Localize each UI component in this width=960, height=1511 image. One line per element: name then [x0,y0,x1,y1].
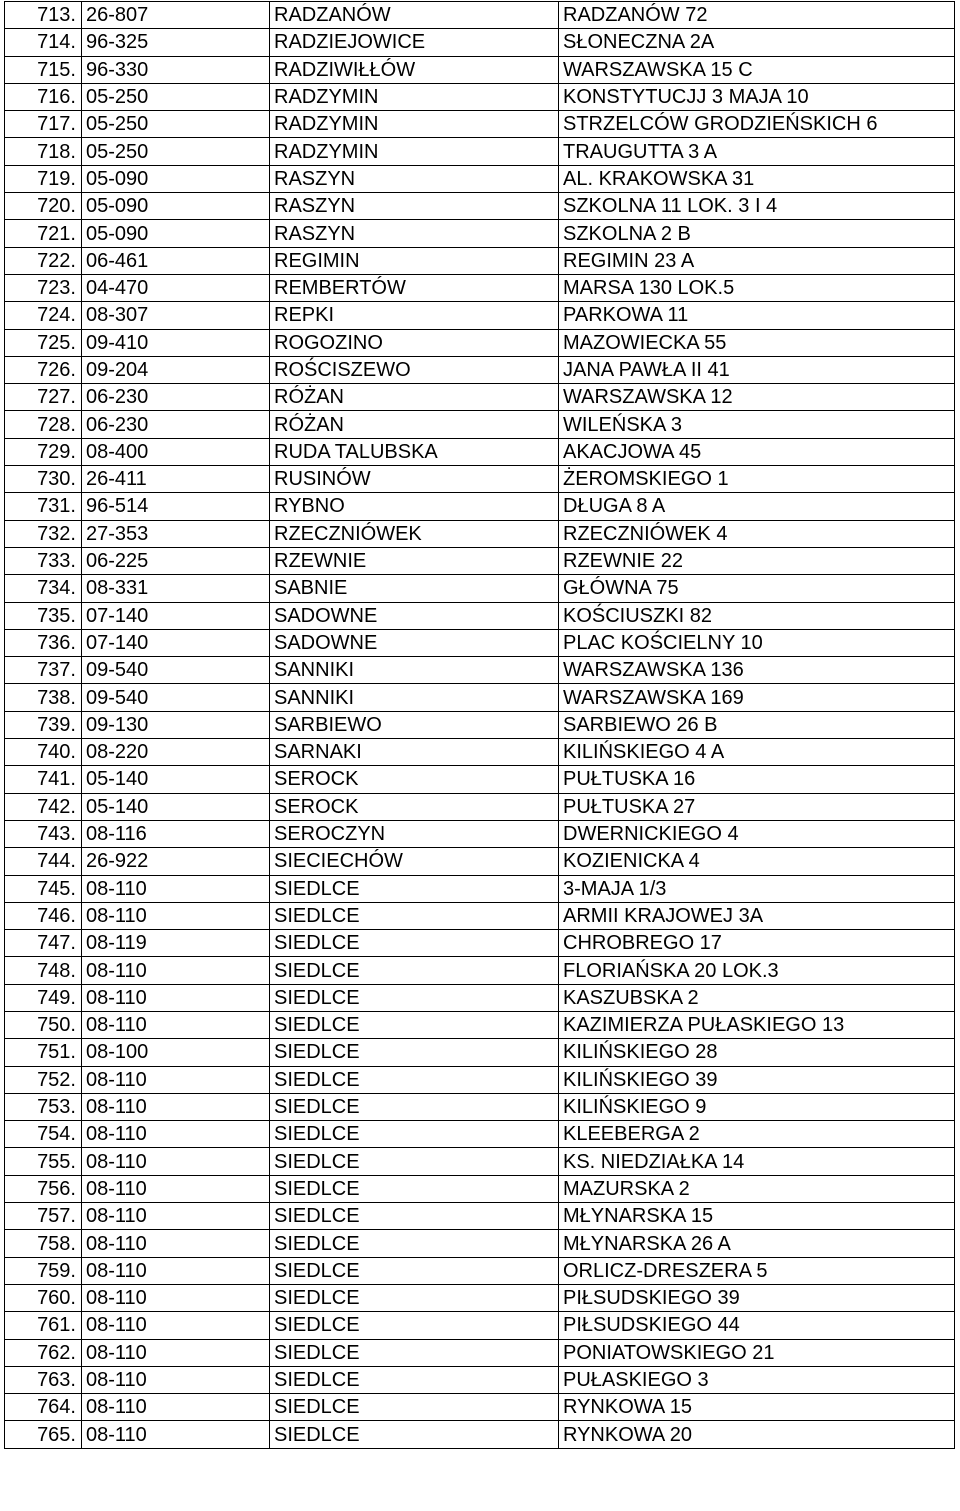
row-number: 761. [5,1312,82,1339]
table-row [5,274,955,301]
row-number: 715. [5,56,82,83]
street-address: REGIMIN 23 A [559,247,955,274]
row-number: 754. [5,1121,82,1148]
postal-code: 08-110 [82,1121,270,1148]
table-row [5,1175,955,1202]
city: ROGOZINO [270,329,559,356]
postal-code: 09-130 [82,711,270,738]
row-number: 738. [5,684,82,711]
row-number: 725. [5,329,82,356]
postal-code: 05-090 [82,193,270,220]
postal-code: 08-110 [82,1394,270,1421]
postal-code: 04-470 [82,274,270,301]
postal-code: 05-090 [82,220,270,247]
row-number: 731. [5,493,82,520]
street-address: PONIATOWSKIEGO 21 [559,1339,955,1366]
row-number: 745. [5,875,82,902]
street-address: WARSZAWSKA 136 [559,657,955,684]
row-number: 734. [5,575,82,602]
row-number: 739. [5,711,82,738]
table-row [5,1394,955,1421]
city: RUSINÓW [270,466,559,493]
city: RZECZNIÓWEK [270,520,559,547]
street-address: PUŁTUSKA 27 [559,793,955,820]
postal-code: 05-140 [82,766,270,793]
city: RADZYMIN [270,83,559,110]
table-row [5,466,955,493]
city: SIECIECHÓW [270,848,559,875]
street-address: KILIŃSKIEGO 28 [559,1039,955,1066]
street-address: KILIŃSKIEGO 39 [559,1066,955,1093]
street-address: AL. KRAKOWSKA 31 [559,165,955,192]
table-row [5,1011,955,1038]
city: SEROCK [270,766,559,793]
table-row [5,984,955,1011]
street-address: KLEEBERGA 2 [559,1121,955,1148]
row-number: 746. [5,902,82,929]
street-address: CHROBREGO 17 [559,930,955,957]
street-address: ORLICZ-DRESZERA 5 [559,1257,955,1284]
postal-code: 08-331 [82,575,270,602]
street-address: SARBIEWO 26 B [559,711,955,738]
postal-code: 08-110 [82,1175,270,1202]
street-address: RYNKOWA 20 [559,1421,955,1448]
city: REPKI [270,302,559,329]
street-address: MAZOWIECKA 55 [559,329,955,356]
table-row [5,1421,955,1448]
table-row [5,247,955,274]
postal-code: 08-110 [82,984,270,1011]
city: SARBIEWO [270,711,559,738]
table-row [5,930,955,957]
postal-code: 05-250 [82,138,270,165]
street-address: JANA PAWŁA II 41 [559,356,955,383]
table-row [5,1039,955,1066]
postal-code: 26-922 [82,848,270,875]
street-address: STRZELCÓW GRODZIEŃSKICH 6 [559,111,955,138]
street-address: MŁYNARSKA 15 [559,1203,955,1230]
city: SIEDLCE [270,1339,559,1366]
address-table-body [5,2,955,1449]
row-number: 722. [5,247,82,274]
table-row [5,138,955,165]
table-row [5,411,955,438]
table-row [5,875,955,902]
postal-code: 07-140 [82,602,270,629]
row-number: 737. [5,657,82,684]
city: SADOWNE [270,602,559,629]
street-address: KAZIMIERZA PUŁASKIEGO 13 [559,1011,955,1038]
row-number: 730. [5,466,82,493]
postal-code: 96-330 [82,56,270,83]
row-number: 736. [5,629,82,656]
table-row [5,629,955,656]
street-address: KILIŃSKIEGO 9 [559,1093,955,1120]
row-number: 756. [5,1175,82,1202]
city: RUDA TALUBSKA [270,438,559,465]
row-number: 717. [5,111,82,138]
postal-code: 05-250 [82,83,270,110]
table-row [5,220,955,247]
postal-code: 07-140 [82,629,270,656]
city: SIEDLCE [270,1011,559,1038]
table-row [5,711,955,738]
table-row [5,56,955,83]
row-number: 714. [5,29,82,56]
table-row [5,602,955,629]
row-number: 726. [5,356,82,383]
row-number: 719. [5,165,82,192]
row-number: 740. [5,739,82,766]
street-address: DWERNICKIEGO 4 [559,820,955,847]
row-number: 763. [5,1366,82,1393]
row-number: 743. [5,820,82,847]
city: SIEDLCE [270,1039,559,1066]
city: SIEDLCE [270,902,559,929]
table-row [5,739,955,766]
postal-code: 09-204 [82,356,270,383]
table-row [5,793,955,820]
postal-code: 08-110 [82,1421,270,1448]
row-number: 741. [5,766,82,793]
table-row [5,957,955,984]
table-row [5,766,955,793]
city: REMBERTÓW [270,274,559,301]
street-address: RZEWNIE 22 [559,547,955,574]
postal-code: 08-110 [82,1148,270,1175]
street-address: MŁYNARSKA 26 A [559,1230,955,1257]
city: RÓŻAN [270,384,559,411]
postal-code: 27-353 [82,520,270,547]
street-address: PIŁSUDSKIEGO 44 [559,1312,955,1339]
city: SABNIE [270,575,559,602]
row-number: 744. [5,848,82,875]
city: SIEDLCE [270,984,559,1011]
street-address: KILIŃSKIEGO 4 A [559,739,955,766]
street-address: WARSZAWSKA 169 [559,684,955,711]
city: SIEDLCE [270,1203,559,1230]
table-row [5,1066,955,1093]
table-row [5,111,955,138]
city: RÓŻAN [270,411,559,438]
city: SIEDLCE [270,1284,559,1311]
street-address: PLAC KOŚCIELNY 10 [559,629,955,656]
table-row [5,384,955,411]
row-number: 765. [5,1421,82,1448]
postal-code: 26-411 [82,466,270,493]
postal-code: 08-110 [82,1011,270,1038]
street-address: PUŁASKIEGO 3 [559,1366,955,1393]
postal-code: 08-100 [82,1039,270,1066]
street-address: TRAUGUTTA 3 A [559,138,955,165]
street-address: SŁONECZNA 2A [559,29,955,56]
street-address: KOŚCIUSZKI 82 [559,602,955,629]
table-row [5,302,955,329]
street-address: GŁÓWNA 75 [559,575,955,602]
table-row [5,575,955,602]
row-number: 720. [5,193,82,220]
row-number: 724. [5,302,82,329]
postal-code: 09-410 [82,329,270,356]
postal-code: 08-116 [82,820,270,847]
city: SIEDLCE [270,1421,559,1448]
row-number: 728. [5,411,82,438]
postal-code: 08-400 [82,438,270,465]
postal-code: 06-225 [82,547,270,574]
city: SARNAKI [270,739,559,766]
city: SIEDLCE [270,957,559,984]
row-number: 751. [5,1039,82,1066]
city: RADZIEJOWICE [270,29,559,56]
table-row [5,438,955,465]
city: SANNIKI [270,684,559,711]
row-number: 747. [5,930,82,957]
postal-code: 08-110 [82,957,270,984]
table-row [5,83,955,110]
postal-code: 08-119 [82,930,270,957]
street-address: RZECZNIÓWEK 4 [559,520,955,547]
city: SIEDLCE [270,930,559,957]
postal-code: 05-250 [82,111,270,138]
row-number: 716. [5,83,82,110]
street-address: RYNKOWA 15 [559,1394,955,1421]
city: RADZYMIN [270,111,559,138]
postal-code: 08-110 [82,1093,270,1120]
postal-code: 06-461 [82,247,270,274]
city: RZEWNIE [270,547,559,574]
city: SIEDLCE [270,1230,559,1257]
postal-code: 09-540 [82,684,270,711]
table-row [5,165,955,192]
row-number: 735. [5,602,82,629]
street-address: WILEŃSKA 3 [559,411,955,438]
city: SIEDLCE [270,1312,559,1339]
city: SIEDLCE [270,1093,559,1120]
row-number: 749. [5,984,82,1011]
row-number: 721. [5,220,82,247]
table-row [5,356,955,383]
table-row [5,657,955,684]
street-address: FLORIAŃSKA 20 LOK.3 [559,957,955,984]
postal-code: 05-090 [82,165,270,192]
table-row [5,1284,955,1311]
city: SIEDLCE [270,1394,559,1421]
row-number: 729. [5,438,82,465]
street-address: PIŁSUDSKIEGO 39 [559,1284,955,1311]
city: SIEDLCE [270,1121,559,1148]
street-address: KS. NIEDZIAŁKA 14 [559,1148,955,1175]
city: SANNIKI [270,657,559,684]
row-number: 742. [5,793,82,820]
postal-code: 09-540 [82,657,270,684]
postal-code: 08-110 [82,1312,270,1339]
postal-code: 08-110 [82,1230,270,1257]
city: SIEDLCE [270,875,559,902]
street-address: KONSTYTUCJJ 3 MAJA 10 [559,83,955,110]
postal-code: 08-110 [82,1339,270,1366]
postal-code: 08-220 [82,739,270,766]
postal-code: 26-807 [82,2,270,29]
table-row [5,1257,955,1284]
city: REGIMIN [270,247,559,274]
table-row [5,848,955,875]
postal-code: 08-110 [82,1366,270,1393]
postal-code: 08-110 [82,1257,270,1284]
street-address: SZKOLNA 11 LOK. 3 I 4 [559,193,955,220]
row-number: 723. [5,274,82,301]
table-row [5,2,955,29]
street-address: WARSZAWSKA 12 [559,384,955,411]
city: SIEDLCE [270,1257,559,1284]
city: RYBNO [270,493,559,520]
street-address: RADZANÓW 72 [559,2,955,29]
row-number: 762. [5,1339,82,1366]
table-row [5,493,955,520]
street-address: WARSZAWSKA 15 C [559,56,955,83]
city: RADZANÓW [270,2,559,29]
row-number: 753. [5,1093,82,1120]
table-row [5,684,955,711]
postal-code: 08-110 [82,1066,270,1093]
postal-code: 08-110 [82,902,270,929]
city: SEROCK [270,793,559,820]
row-number: 733. [5,547,82,574]
city: RADZYMIN [270,138,559,165]
postal-code: 06-230 [82,411,270,438]
street-address: PARKOWA 11 [559,302,955,329]
row-number: 764. [5,1394,82,1421]
table-row [5,1121,955,1148]
row-number: 758. [5,1230,82,1257]
city: SIEDLCE [270,1175,559,1202]
city: SEROCZYN [270,820,559,847]
table-row [5,820,955,847]
row-number: 718. [5,138,82,165]
row-number: 755. [5,1148,82,1175]
city: SIEDLCE [270,1148,559,1175]
postal-code: 08-110 [82,1284,270,1311]
street-address: ŻEROMSKIEGO 1 [559,466,955,493]
table-row [5,547,955,574]
city: SIEDLCE [270,1066,559,1093]
table-row [5,520,955,547]
postal-code: 96-325 [82,29,270,56]
postal-code: 08-110 [82,875,270,902]
street-address: MARSA 130 LOK.5 [559,274,955,301]
row-number: 732. [5,520,82,547]
street-address: MAZURSKA 2 [559,1175,955,1202]
table-row [5,29,955,56]
table-row [5,902,955,929]
row-number: 757. [5,1203,82,1230]
row-number: 752. [5,1066,82,1093]
city: RASZYN [270,220,559,247]
row-number: 748. [5,957,82,984]
street-address: SZKOLNA 2 B [559,220,955,247]
postal-code: 06-230 [82,384,270,411]
street-address: DŁUGA 8 A [559,493,955,520]
city: SADOWNE [270,629,559,656]
table-row [5,1230,955,1257]
street-address: 3-MAJA 1/3 [559,875,955,902]
table-row [5,1093,955,1120]
table-row [5,1312,955,1339]
street-address: ARMII KRAJOWEJ 3A [559,902,955,929]
city: ROŚCISZEWO [270,356,559,383]
row-number: 727. [5,384,82,411]
row-number: 750. [5,1011,82,1038]
table-row [5,1339,955,1366]
row-number: 759. [5,1257,82,1284]
street-address: AKACJOWA 45 [559,438,955,465]
street-address: KOZIENICKA 4 [559,848,955,875]
postal-code: 96-514 [82,493,270,520]
postal-code: 05-140 [82,793,270,820]
table-row [5,1366,955,1393]
row-number: 760. [5,1284,82,1311]
street-address: KASZUBSKA 2 [559,984,955,1011]
city: RADZIWIŁŁÓW [270,56,559,83]
table-row [5,329,955,356]
address-table [4,1,955,1449]
city: RASZYN [270,193,559,220]
table-row [5,1203,955,1230]
postal-code: 08-110 [82,1203,270,1230]
table-row [5,193,955,220]
city: SIEDLCE [270,1366,559,1393]
table-row [5,1148,955,1175]
postal-code: 08-307 [82,302,270,329]
city: RASZYN [270,165,559,192]
row-number: 713. [5,2,82,29]
street-address: PUŁTUSKA 16 [559,766,955,793]
